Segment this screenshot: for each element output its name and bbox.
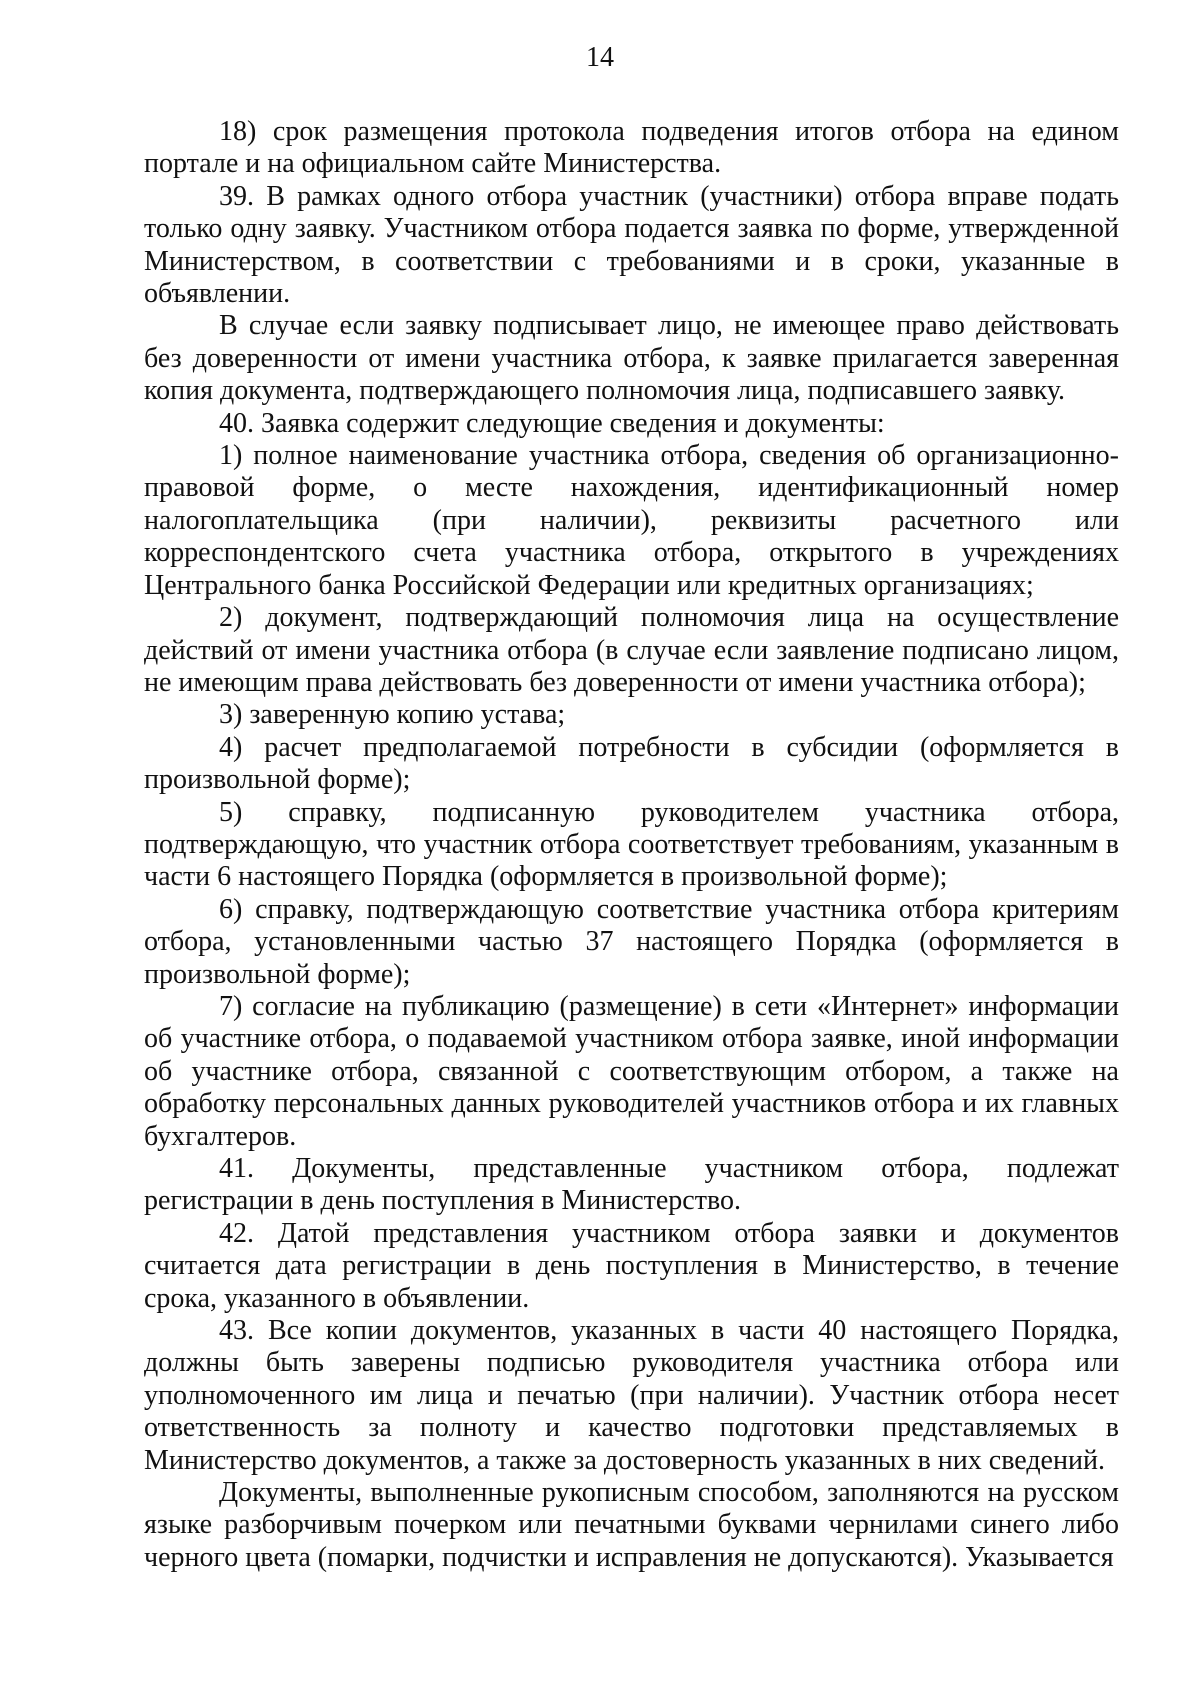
paragraph-item-18: 18) срок размещения протокола подведения итогов отбора на едином портале и на официальном сайте Министерства. <box>144 116 1119 180</box>
document-body <box>144 116 1119 1574</box>
paragraph-section-40-item-3: 3) заверенную копию устава; <box>219 699 566 731</box>
paragraph-section-40-item-2: 2) документ, подтверждающий полномочия лица на осуществление действий от имени участника отбора (в случае если заявление подписано лицом, не имеющим права действовать без доверенности от имени участника отбора); <box>144 602 1119 698</box>
paragraph-section-39-continued: В случае если заявку подписывает лицо, не имеющее право действовать без доверенности от имени участника отбора, к заявке прилагается заверенная копия документа, подтверждающего полномочия лица, подписавшего заявку. <box>144 310 1119 407</box>
paragraph-section-43: 43. Все копии документов, указанных в части 40 настоящего Порядка, должны быть заверены подписью руководителя участника отбора или уполномоченного им лица и печатью (при наличии). Участник отбора несет ответственность за полноту и качество подготовки представляемых в Министерство документов, а также за достоверность указанных в них сведений. <box>144 1315 1119 1476</box>
paragraph-section-40: 40. Заявка содержит следующие сведения и документы: <box>219 407 885 439</box>
paragraph-section-41: 41. Документы, представленные участником отбора, подлежат регистрации в день поступления в Министерство. <box>144 1153 1119 1217</box>
paragraph-section-40-item-6: 6) справку, подтверждающую соответствие участника отбора критериям отбора, установленными частью 37 настоящего Порядка (оформляется в произвольной форме); <box>144 893 1119 990</box>
paragraph-section-40-item-1: 1) полное наименование участника отбора, сведения об организационно-правовой форме, о месте нахождения, идентификационный номер налогоплательщика (при наличии), реквизиты расчетного или корреспондентского счета участника отбора, открытого в учреждениях Центрального банка Российской Федерации или кредитных организациях; <box>144 440 1119 601</box>
paragraph-section-42: 42. Датой представления участником отбора заявки и документов считается дата регистрации в день поступления в Министерство, в течение срока, указанного в объявлении. <box>144 1217 1119 1314</box>
paragraph-section-43-continued: Документы, выполненные рукописным способом, заполняются на русском языке разборчивым почерком или печатными буквами чернилами синего либо черного цвета (помарки, подчистки и исправления не допускаются). Указывается <box>144 1477 1119 1573</box>
page-number: 14 <box>586 42 614 73</box>
paragraph-section-40-item-4: 4) расчет предполагаемой потребности в субсидии (оформляется в произвольной форме); <box>144 731 1119 796</box>
paragraph-section-39: 39. В рамках одного отбора участник (участники) отбора вправе подать только одну заявку. Участником отбора подается заявка по форме, утвержденной Министерством, в соответствии с требованиями и в сроки, указанные в объявлении. <box>144 180 1119 310</box>
paragraph-section-40-item-5: 5) справку, подписанную руководителем участника отбора, подтверждающую, что участник отбора соответствует требованиям, указанным в части 6 настоящего Порядка (оформляется в произвольной форме); <box>144 796 1119 893</box>
paragraph-section-40-item-7: 7) согласие на публикацию (размещение) в сети «Интернет» информации об участнике отбора, о подаваемой участником отбора заявке, иной информации об участнике отбора, связанной с соответствующим отбором, а также на обработку персональных данных руководителей участников отбора и их главных бухгалтеров. <box>144 990 1119 1152</box>
